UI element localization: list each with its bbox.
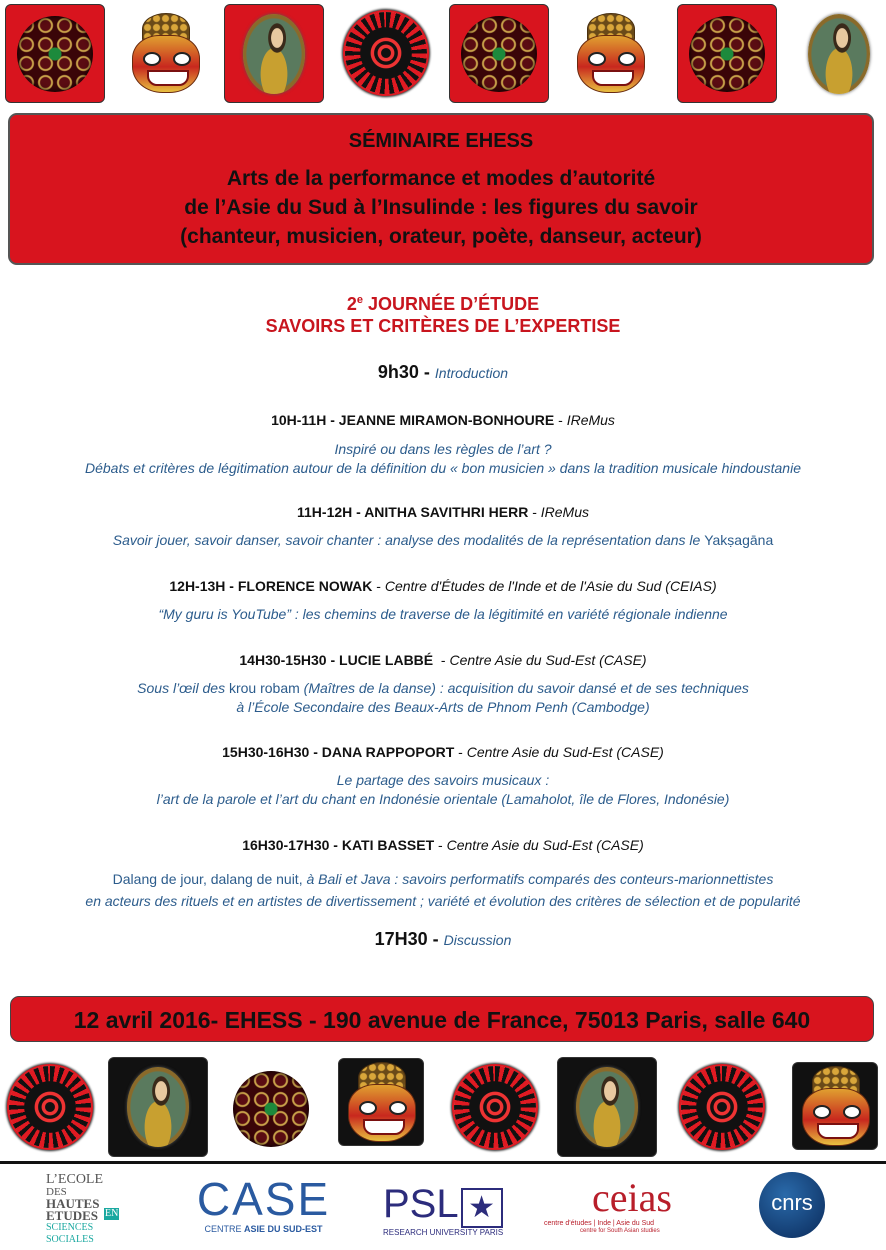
jewel-brooch-image <box>228 1066 314 1152</box>
speaker-name: KATI BASSET <box>341 837 435 853</box>
talk-title-line-1: à Bali et Java : savoirs performatifs comparés des conteurs-marionnettistes <box>302 871 774 887</box>
study-day-heading <box>0 289 886 337</box>
jewel-brooch-image <box>677 4 777 103</box>
cnrs-logo <box>759 1170 827 1245</box>
separator: - <box>434 837 447 853</box>
session-time: 12H-13H - <box>169 578 238 594</box>
session-speaker-line <box>0 744 886 760</box>
speaker-name: LUCIE LABBÉ <box>339 652 434 668</box>
separator: - <box>528 504 541 520</box>
ceias-logo-subtitle: centre d'études | Inde | Asie du Sud <box>544 1220 655 1227</box>
talk-title-line-2: Débats et critères de légitimation autour de la définition du « bon musicien » dans la tradition musicale hindoustanie <box>85 460 801 476</box>
ehess-logo-text: ETUDES <box>46 1208 99 1223</box>
speaker-affiliation: IReMus <box>566 412 615 428</box>
talk-title <box>0 440 886 478</box>
ceias-logo-text: ceias <box>592 1175 672 1220</box>
speaker-affiliation: Centre Asie du Sud-Est (CASE) <box>449 652 647 668</box>
seminar-title-line-1: Arts de la performance et modes d’autorité <box>226 167 656 190</box>
mask-image <box>565 5 655 101</box>
session-speaker-line <box>0 412 886 428</box>
ehess-logo <box>46 1170 121 1245</box>
case-logo-text: CASE <box>196 1173 331 1225</box>
seminar-label: SÉMINAIRE EHESS <box>348 130 534 152</box>
talk-title-line-2: à l’École Secondaire des Beaux-Arts de Phnom Penh (Cambodge) <box>236 699 650 715</box>
talk-title <box>0 605 886 624</box>
date-venue-banner: 12 avril 2016- EHESS - 190 avenue de France, 75013 Paris, salle 640 <box>10 996 874 1042</box>
study-day-number: 2 <box>346 294 357 314</box>
speaker-affiliation: Centre d'Études de l'Inde et de l'Asie du Sud (CEIAS) <box>384 578 717 594</box>
discussion-time: 17H30 - <box>374 929 444 949</box>
session-time: 15H30-16H30 - <box>222 744 322 760</box>
separator: - <box>554 412 567 428</box>
cnrs-logo-text: cnrs <box>771 1190 813 1215</box>
ehess-logo-text: EN <box>105 1208 119 1219</box>
talk-title <box>0 531 886 550</box>
talk-title-line-1: Le partage des savoirs musicaux : <box>336 772 550 788</box>
session-speaker-line <box>0 504 886 520</box>
speaker-affiliation: Centre Asie du Sud-Est (CASE) <box>466 744 664 760</box>
intro-time: 9h30 - <box>377 362 435 382</box>
talk-title-line-1: Inspiré ou dans les règles de l’art ? <box>334 441 552 457</box>
seminar-title-line-3: (chanteur, musicien, orateur, poète, danseur, acteur) <box>180 225 702 248</box>
intro-label: Introduction <box>434 365 509 381</box>
bottom-image-strip <box>0 1052 886 1158</box>
study-day-theme: SAVOIRS ET CRITÈRES DE L’EXPERTISE <box>265 316 621 336</box>
sun-disc-image <box>681 1066 763 1148</box>
speaker-affiliation: Centre Asie du Sud-Est (CASE) <box>446 837 644 853</box>
separator: - <box>372 578 385 594</box>
mask-image <box>338 1058 424 1146</box>
portrait-medallion-image <box>557 1057 657 1157</box>
talk-title-line-2: l’art de la parole et l’art du chant en Indonésie orientale (Lamaholot, île de Flores, Indonésie) <box>156 791 730 807</box>
cnrs-logo-circle <box>759 1172 825 1238</box>
speaker-name: ANITHA SAVITHRI HERR <box>364 504 529 520</box>
session-time: 14H30-15H30 - <box>239 652 340 668</box>
portrait-medallion-image <box>800 6 878 102</box>
talk-title <box>0 679 886 717</box>
psl-logo-text: PSL <box>383 1182 459 1226</box>
separator: - <box>454 744 467 760</box>
talk-title-term: Dalang de jour, dalang de nuit, <box>112 871 303 887</box>
discussion-label: Discussion <box>443 932 512 948</box>
top-image-strip <box>0 0 886 108</box>
talk-title-line-1-end: (Maîtres de la danse) : acquisition du savoir dansé et de ses techniques <box>299 680 749 696</box>
jewel-brooch-image <box>449 4 549 103</box>
talk-title-line-2: en acteurs des rituels et en artistes de divertissement ; variété et évolution des critères de sélection et de popularité <box>85 893 801 909</box>
ehess-logo-text: SOCIALES <box>46 1234 94 1245</box>
sun-disc-image <box>345 12 427 94</box>
session-speaker-line <box>0 652 886 668</box>
sun-disc-image <box>454 1066 536 1148</box>
mask-image <box>792 1062 878 1150</box>
session-time: 11H-12H - <box>297 504 365 520</box>
mask-image <box>120 5 210 101</box>
session-time: 16H30-17H30 - <box>242 837 342 853</box>
talk-title-line-1: Sous l’œil des <box>137 680 229 696</box>
session-speaker-line <box>0 837 886 853</box>
seminar-title-banner <box>8 113 874 265</box>
ehess-logo-text: SCIENCES <box>46 1222 94 1233</box>
session-time: 10H-11H - <box>271 412 339 428</box>
portrait-medallion-image <box>108 1057 208 1157</box>
speaker-name: FLORENCE NOWAK <box>237 578 373 594</box>
speaker-name: JEANNE MIRAMON-BONHOURE <box>338 412 555 428</box>
talk-title <box>0 868 886 912</box>
talk-title <box>0 771 886 809</box>
case-logo-subtitle-bold: ASIE DU SUD-EST <box>244 1224 323 1234</box>
psl-logo <box>383 1170 511 1245</box>
ehess-logo-text: DES <box>46 1186 67 1198</box>
study-day-label: JOURNÉE D’ÉTUDE <box>363 294 540 314</box>
case-logo <box>196 1170 331 1245</box>
jewel-brooch-image <box>5 4 105 103</box>
ehess-logo-text: L’ECOLE <box>46 1172 104 1187</box>
ceias-logo-subtitle: centre for South Asian studies <box>580 1228 660 1234</box>
ceias-logo <box>544 1170 712 1245</box>
speaker-affiliation: IReMus <box>540 504 589 520</box>
separator: - <box>433 652 450 668</box>
star-icon: ★ <box>461 1188 503 1228</box>
session-speaker-line <box>0 578 886 594</box>
sun-disc-image <box>9 1066 91 1148</box>
talk-title-term: Yakṣagāna <box>704 532 774 548</box>
seminar-title-line-2: de l’Asie du Sud à l’Insulinde : les figures du savoir <box>184 196 698 219</box>
study-day-superscript: e <box>356 294 364 306</box>
psl-logo-subtitle: RESEARCH UNIVERSITY PARIS <box>383 1228 504 1237</box>
discussion-line <box>0 929 886 950</box>
intro-line <box>0 362 886 383</box>
talk-title-line-1: Savoir jouer, savoir danser, savoir chanter : analyse des modalités de la représentation dans le <box>112 532 705 548</box>
portrait-medallion-image <box>224 4 324 103</box>
talk-title-term: krou robam <box>228 680 300 696</box>
case-logo-subtitle: CENTRE <box>204 1224 244 1234</box>
speaker-name: DANA RAPPOPORT <box>321 744 455 760</box>
talk-title-line-1: “My guru is YouTube” : les chemins de traverse de la légitimité en variété régionale indienne <box>158 606 728 622</box>
footer-divider <box>0 1161 886 1164</box>
ehess-logo-text: HAUTES <box>46 1196 100 1211</box>
